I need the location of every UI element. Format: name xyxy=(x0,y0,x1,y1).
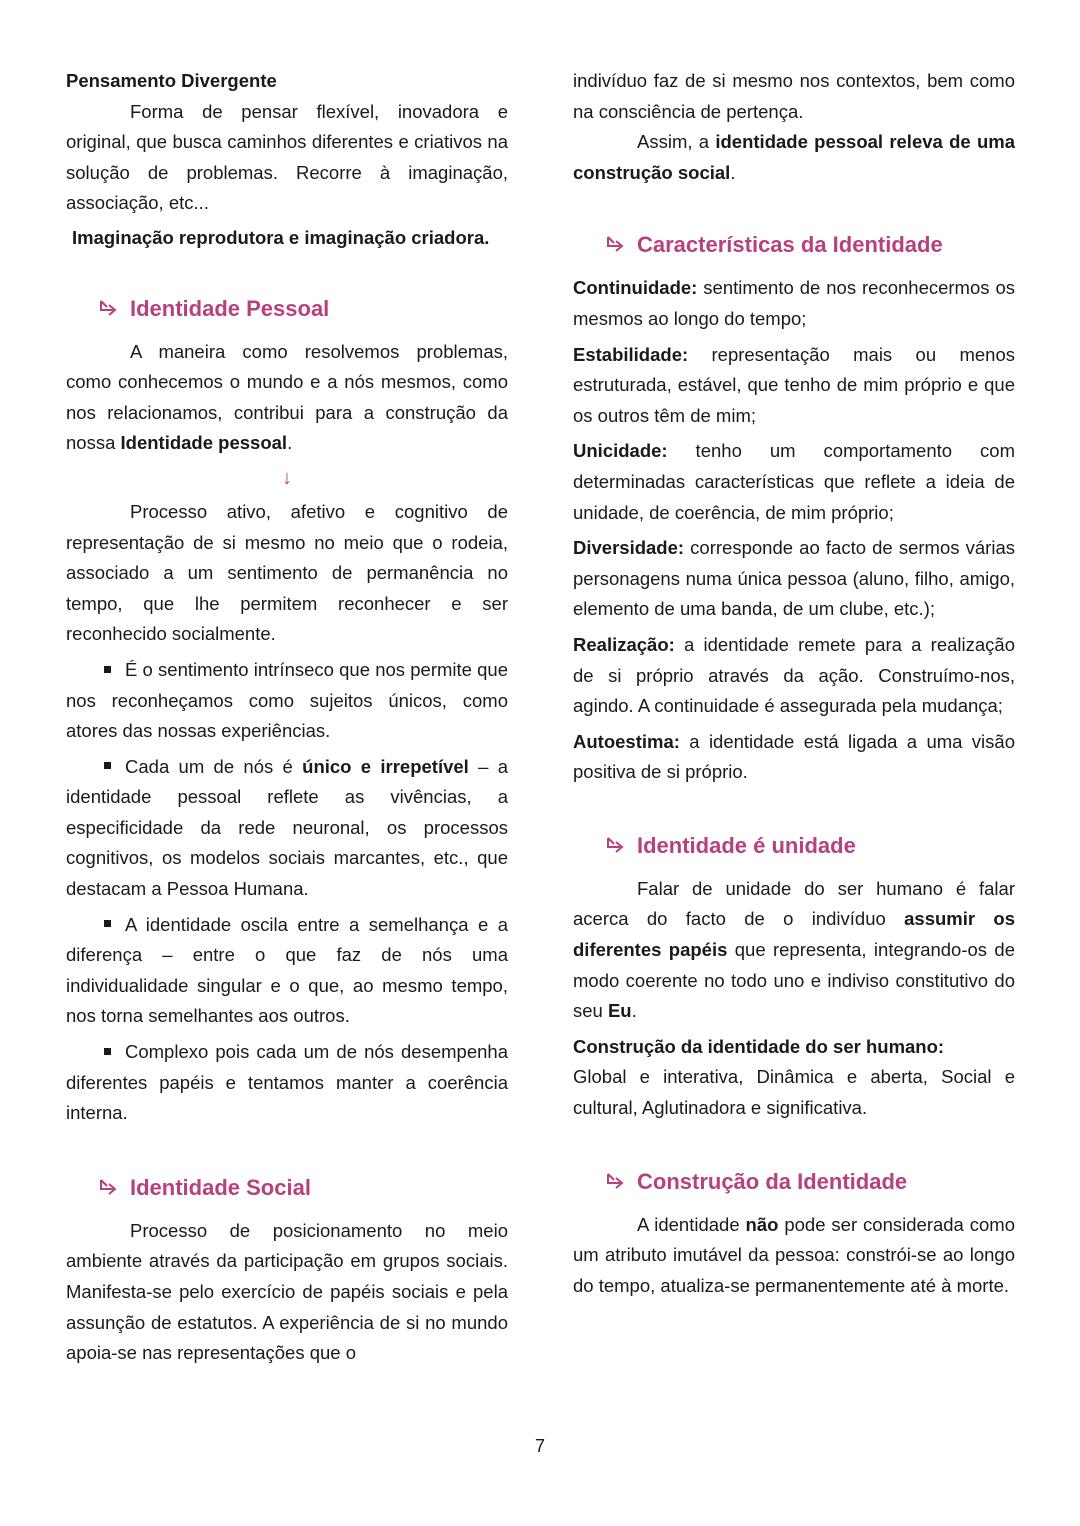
bullet-square-icon xyxy=(104,666,111,673)
left-column xyxy=(66,66,508,1369)
assim-text: Assim, a identidade pessoal releva de uma construção social. xyxy=(573,131,1015,183)
hooked-arrow-icon xyxy=(605,234,627,256)
heading-text: Identidade é unidade xyxy=(637,832,856,858)
construcao-p1: A identidade não pode ser considerada como um atributo imutável da pessoa: constrói-se ao longo do tempo, atualiza-se permanentemente até à morte. xyxy=(573,1213,1015,1296)
heading-identidade-pessoal xyxy=(66,294,508,324)
bullet-item: A identidade oscila entre a semelhança e a diferença – entre o que faz de nós uma individualidade singular e o que, ao mesmo tempo, nos torna semelhantes aos outros. xyxy=(66,913,508,1027)
heading-text: Identidade Pessoal xyxy=(130,295,330,321)
list-item: Diversidade: corresponde ao facto de sermos várias personagens numa única pessoa (aluno, filho, amigo, elemento de uma banda, de um clube, etc.); xyxy=(573,537,1015,620)
heading-text: Identidade Social xyxy=(130,1174,311,1200)
page-number: 7 xyxy=(534,1436,545,1456)
heading-text: Construção da Identidade xyxy=(637,1168,908,1194)
bullet-item: É o sentimento intrínseco que nos permite que nos reconheçamos como sujeitos únicos, como atores das nossas experiências. xyxy=(66,658,508,742)
heading-identidade-social xyxy=(66,1173,508,1203)
identidade-social-p1: Processo de posicionamento no meio ambiente através da participação em grupos sociais. Manifesta-se pelo exercício de papéis sociais e pela assunção de estatutos. A experiência de si no mundo apoia-se nas representações que o xyxy=(66,1219,508,1364)
bullet-item: Cada um de nós é único e irrepetível – a identidade pessoal reflete as vivências, a especificidade da rede neuronal, os processos cognitivos, os modelos sociais marcantes, etc., que destacam a Pessoa Humana. xyxy=(66,755,508,900)
continuation-text: indivíduo faz de si mesmo nos contextos, bem como na consciência de pertença. xyxy=(573,70,1015,122)
hooked-arrow-icon xyxy=(98,1177,120,1199)
pensamento-text: Forma de pensar flexível, inovadora e original, que busca caminhos diferentes e criativos na solução de problemas. Recorre à imaginação, associação, etc... xyxy=(66,100,508,214)
list-item: Estabilidade: representação mais ou menos estruturada, estável, que tenho de mim próprio e que os outros têm de mim; xyxy=(573,343,1015,426)
list-item: Realização: a identidade remete para a realização de si próprio através da ação. Construímo-nos, agindo. A continuidade é assegurada pela mudança; xyxy=(573,633,1015,717)
bullet-square-icon xyxy=(104,762,111,769)
hooked-arrow-icon xyxy=(605,835,627,857)
hooked-arrow-icon xyxy=(98,298,120,320)
bullet-square-icon xyxy=(104,1048,111,1055)
construcao-text: Global e interativa, Dinâmica e aberta, Social e cultural, Aglutinadora e significativa. xyxy=(573,1066,1015,1119)
list-item: Autoestima: a identidade está ligada a uma visão positiva de si próprio. xyxy=(573,730,1015,783)
identidade-pessoal-p1: A maneira como resolvemos problemas, como conhecemos o mundo e a nós mesmos, como nos relacionamos, contribui para a construção da nossa Identidade pessoal. xyxy=(66,340,508,454)
identidade-pessoal-p2: Processo ativo, afetivo e cognitivo de representação de si mesmo no meio que o rodeia, associado a um sentimento de permanência no tempo, que lhe permitem reconhecer e ser reconhecido socialmente. xyxy=(66,500,508,645)
heading-construcao xyxy=(573,1167,1015,1197)
down-arrow-icon: ↓ xyxy=(282,466,292,489)
pensamento-title: Pensamento Divergente xyxy=(66,70,277,91)
bullet-square-icon xyxy=(104,920,111,927)
list-item: Unicidade: tenho um comportamento com determinadas características que reflete a ideia de unidade, de coerência, de mim próprio; xyxy=(573,440,1015,523)
heading-text: Características da Identidade xyxy=(637,232,943,258)
caracteristicas-list xyxy=(573,273,1015,788)
right-column xyxy=(573,66,1015,1301)
hooked-arrow-icon xyxy=(605,1171,627,1193)
list-item: Continuidade: sentimento de nos reconhecermos os mesmos ao longo do tempo; xyxy=(573,277,1015,329)
bullet-item: Complexo pois cada um de nós desempenha diferentes papéis e tentamos manter a coerência interna. xyxy=(66,1041,508,1124)
heading-caracteristicas xyxy=(573,230,1015,260)
imaginacao-line: Imaginação reprodutora e imaginação criadora. xyxy=(72,226,490,248)
construcao-title: Construção da identidade do ser humano: xyxy=(573,1035,945,1057)
heading-identidade-unidade xyxy=(573,831,1015,861)
unidade-p1: Falar de unidade do ser humano é falar acerca do facto de o indivíduo assumir os diferentes papéis que representa, integrando-os de modo coerente no todo uno e indiviso constitutivo do seu Eu. xyxy=(573,877,1015,1022)
